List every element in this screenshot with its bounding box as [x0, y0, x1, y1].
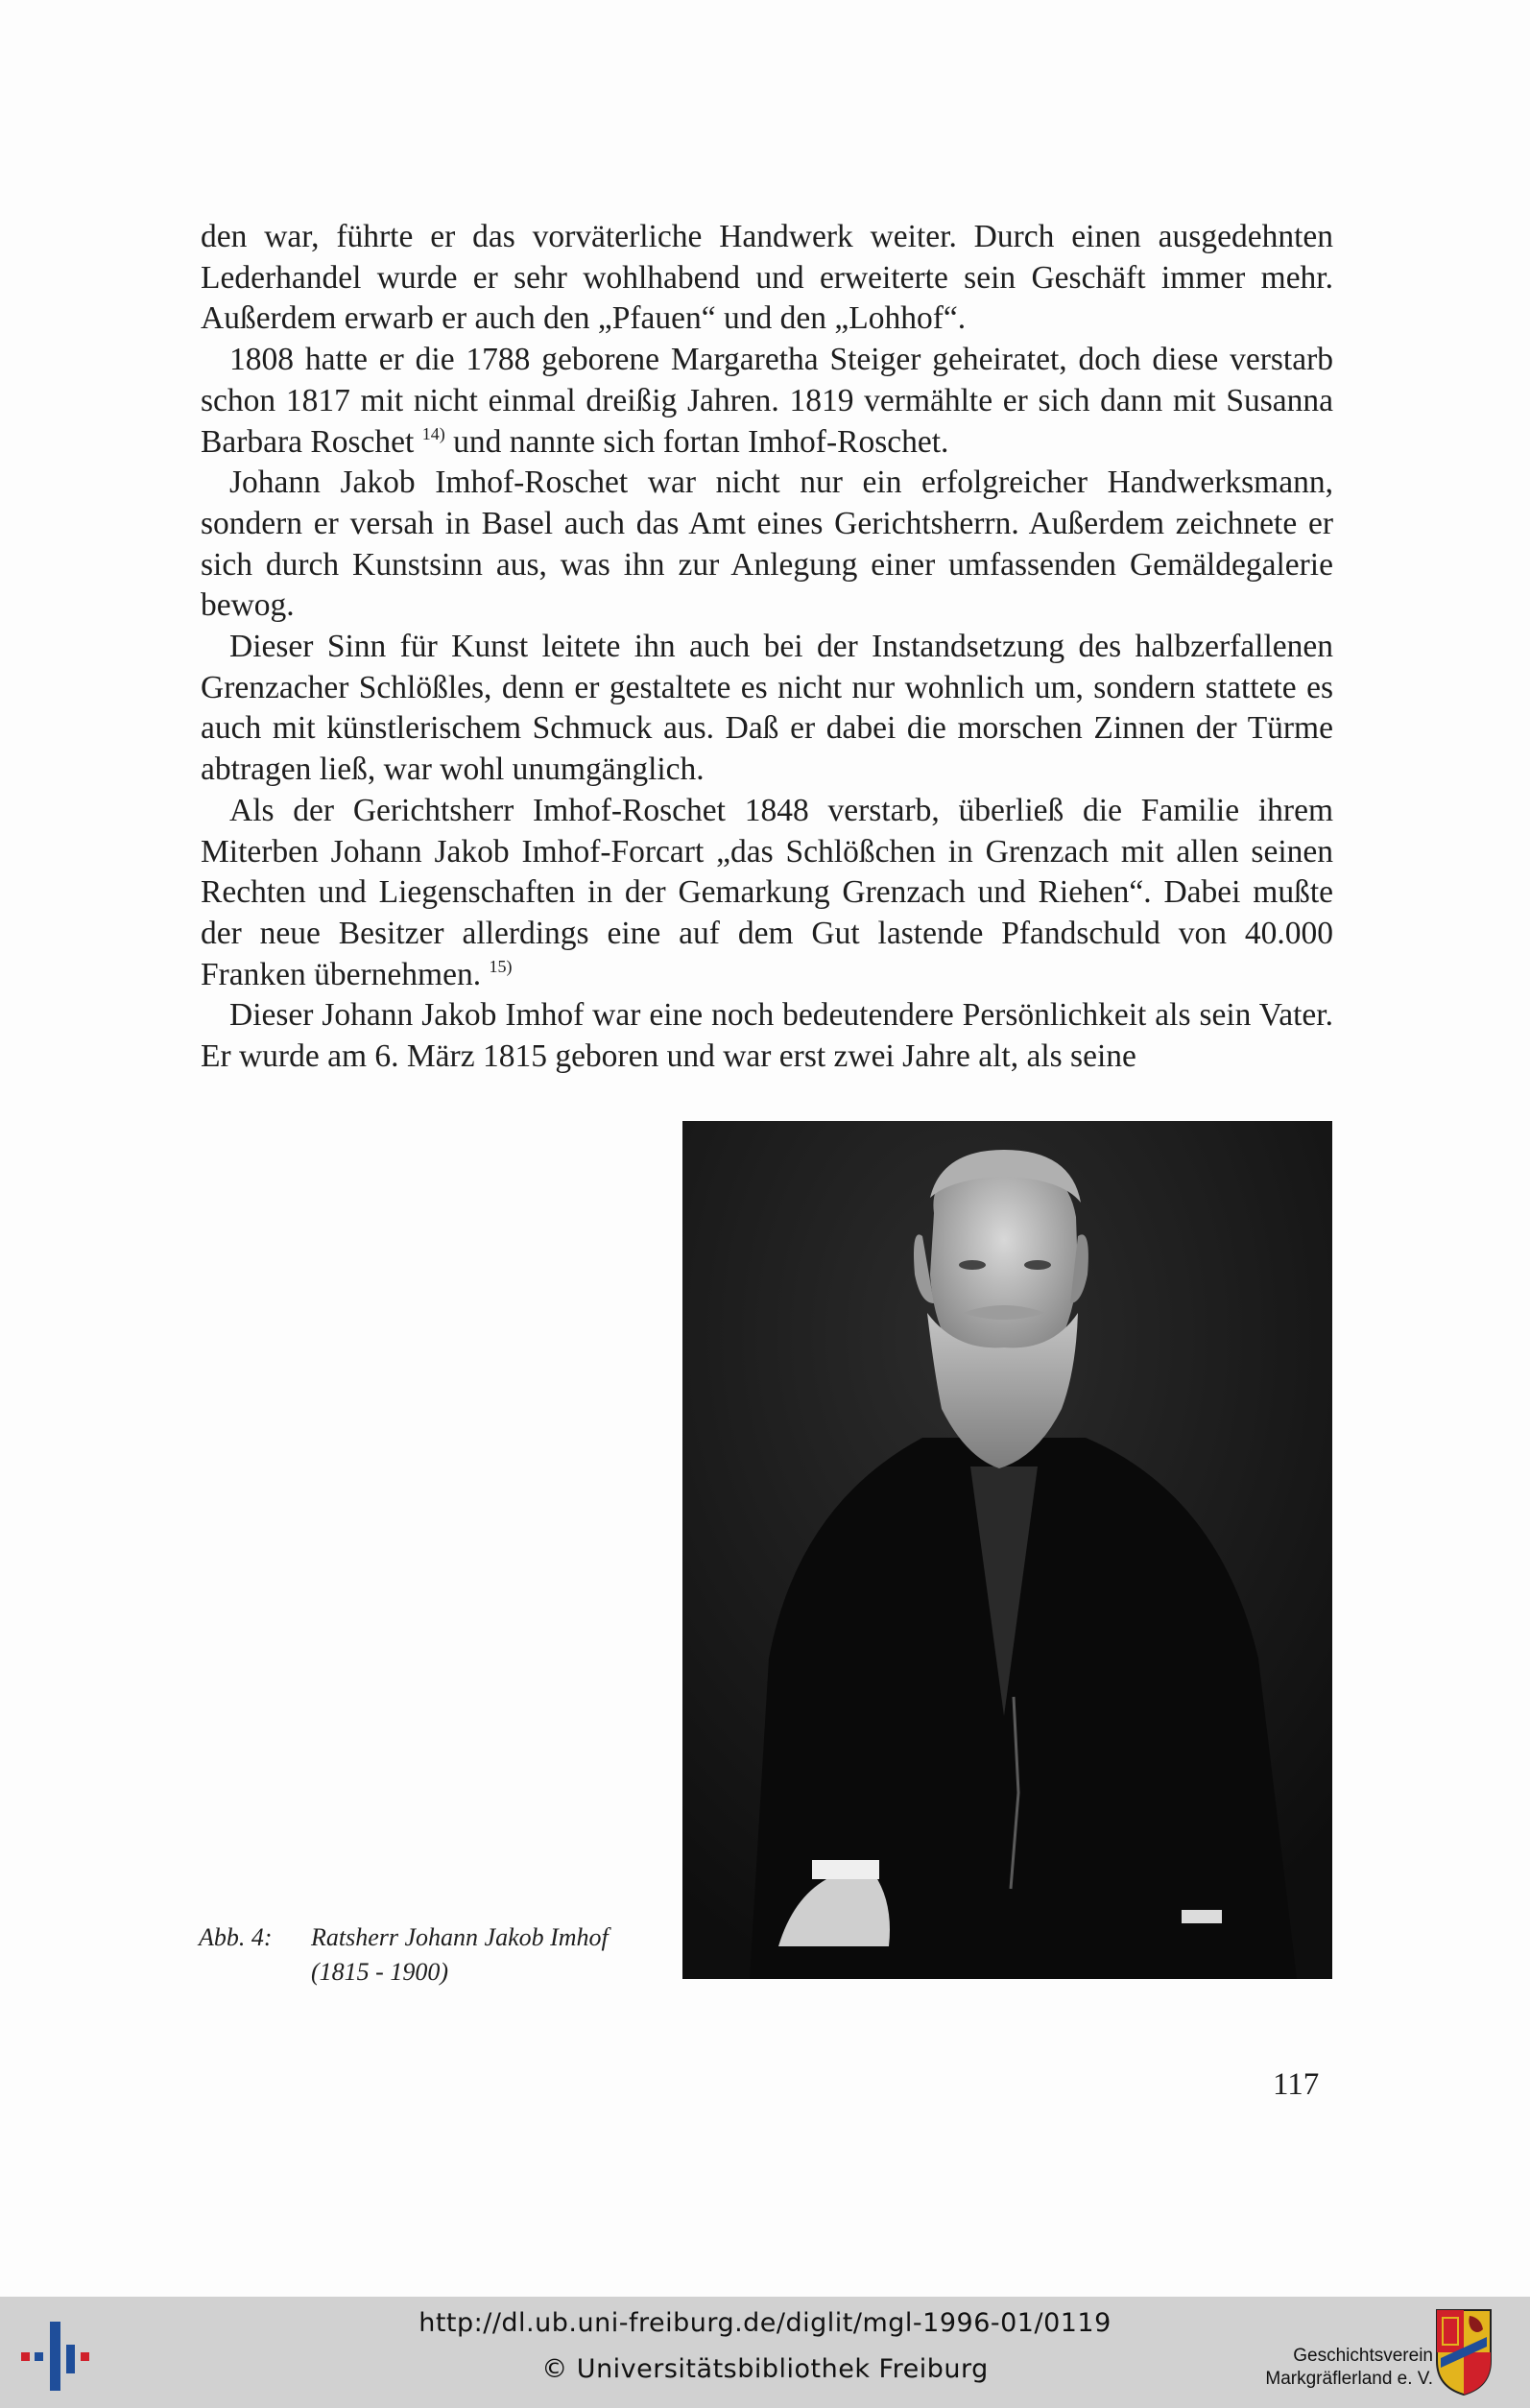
portrait-illustration [682, 1121, 1332, 1979]
copyright-notice: © Universitätsbibliothek Freiburg [541, 2354, 989, 2384]
footnote-ref-14[interactable]: 14) [421, 423, 445, 443]
footnote-ref-15[interactable]: 15) [489, 956, 513, 976]
body-text [201, 217, 1333, 1078]
footer-bar [0, 2297, 1530, 2408]
paragraph: Johann Jakob Imhof-Roschet war nicht nur ein erfolgreicher Handwerksmann, sondern er versah in Basel auch das Amt eines Gerichtsherrn. Außerdem zeichnete er sich durch Kunstsinn aus, was ihn zur Anlegung einer umfassenden Gemäldegalerie bewog. [201, 465, 1333, 624]
paragraph: Dieser Johann Jakob Imhof war eine noch bedeutendere Persönlichkeit als sein Vater. Er wurde am 6. März 1815 geboren und war erst zwei Jahre alt, als seine [201, 997, 1333, 1075]
page-number: 117 [1273, 2067, 1320, 2102]
society-name-line-1: Geschichtsverein [1293, 2346, 1433, 2366]
figure-label: Abb. 4: [199, 1923, 273, 1951]
society-name-line-2: Markgräflerland e. V. [1265, 2369, 1433, 2389]
paragraph: den war, führte er das vorväterliche Handwerk weiter. Durch einen ausgedehnten Lederhandel wurde er sehr wohlhabend und erweiterte sein Geschäft immer mehr. Außerdem erwarb er auch den „Pfauen“ und den „Lohhof“. [201, 219, 1333, 337]
paragraph: Dieser Sinn für Kunst leitete ihn auch bei der Instandsetzung des halbzerfallenen Grenzacher Schlößles, denn er gestaltete es nicht nur wohnlich um, sondern stattete es auch mit künstlerischem Schmuck aus. Daß er dabei die morschen Zinnen der Türme abtragen ließ, war wohl unumgänglich. [201, 629, 1333, 788]
paragraph: 1808 hatte er die 1788 geborene Margaretha Steiger geheiratet, doch diese verstarb schon 1817 mit nicht einmal dreißig Jahren. 1819 vermählte er sich dann mit Susanna Barbara Roschet $^{14)}$ und nannte sich fortan Imhof-Roschet. [201, 342, 1333, 460]
society-name [1231, 2345, 1433, 2391]
permalink[interactable]: http://dl.ub.uni-freiburg.de/diglit/mgl-1996-01/0119 [418, 2308, 1112, 2338]
coat-of-arms-icon [1435, 2308, 1493, 2396]
caption-line-2: (1815 - 1900) [311, 1958, 448, 1986]
portrait-photo [682, 1121, 1332, 1979]
paragraph: Als der Gerichtsherr Imhof-Roschet 1848 verstarb, überließ die Familie ihrem Miterben Johann Jakob Imhof-Forcart „das Schlößchen in Grenzach mit allen seinen Rechten und Liegenschaften in der Gemarkung Grenzach und Riehen“. Dabei mußte der neue Besitzer allerdings eine auf dem Gut lastende Pfandschuld von 40.000 Franken übernehmen. $^{15)}$ [201, 792, 1333, 992]
caption-line-1: Ratsherr Johann Jakob Imhof [311, 1923, 609, 1951]
